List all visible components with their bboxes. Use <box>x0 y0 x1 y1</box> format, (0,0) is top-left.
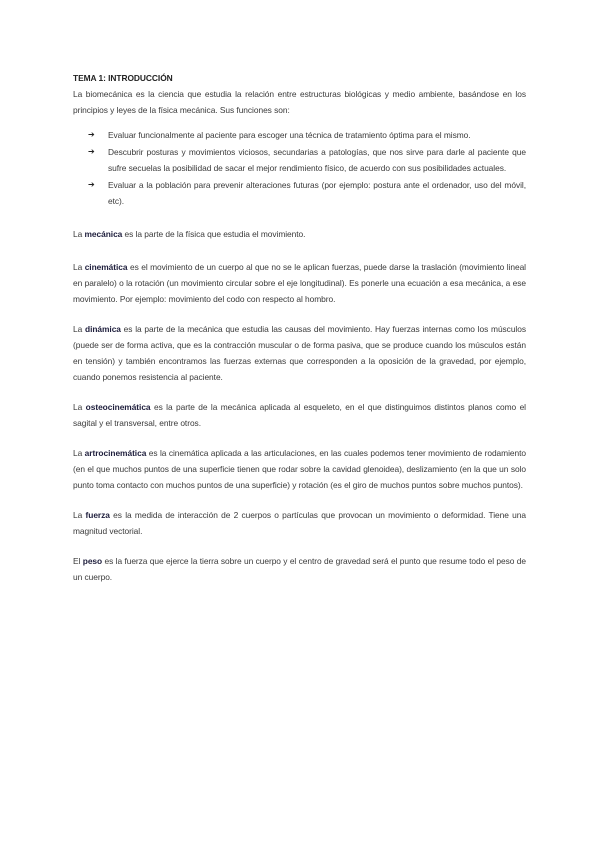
list-item-text: Evaluar a la población para prevenir alteraciones futuras (por ejemplo: postura ante el ordenador, uso del móvil, etc). <box>108 180 526 206</box>
arrow-right-icon: ➔ <box>88 147 95 156</box>
definition-text: es la parte de la física que estudia el movimiento. <box>122 229 306 239</box>
definition-lead: La <box>73 402 86 412</box>
list-item <box>88 177 526 209</box>
arrow-right-icon: ➔ <box>88 180 95 189</box>
definition-text: es la fuerza que ejerce la tierra sobre un cuerpo y el centro de gravedad será el punto que resume todo el peso de un cuerpo. <box>73 556 527 582</box>
document-page <box>73 70 526 585</box>
definition-term: osteocinemática <box>85 402 151 412</box>
definition-text: es la parte de la mecánica aplicada al esqueleto, en el que distinguimos distintos planos como el sagital y el transversal, entre otros. <box>73 402 526 428</box>
definition-paragraph <box>73 321 526 385</box>
definition-lead: La <box>73 510 86 520</box>
definition-text: es la cinemática aplicada a las articulaciones, en las cuales podemos tener movimiento de rodamiento (en el que muchos puntos de una superficie tienen que rodar sobre la cavidad glenoidea), deslizamiento (en la que un solo punto toma contacto con muchos puntos de una superficie) y rotación (es el giro de muchos puntos sobre muchos puntos). <box>73 448 526 490</box>
functions-list <box>73 127 526 209</box>
definition-lead: La <box>73 229 85 239</box>
list-item <box>88 127 526 143</box>
definition-text: es la medida de interacción de 2 cuerpos o partículas que provocan un movimiento o deformidad. Tiene una magnitud vectorial. <box>73 510 526 536</box>
list-item <box>88 144 526 176</box>
definition-paragraph <box>73 507 526 539</box>
definition-term: fuerza <box>85 510 110 520</box>
list-item-text: Descubrir posturas y movimientos viciosos, secundarias a patologías, que nos sirve para darle al paciente que sufre secuelas la posibilidad de sacar el mejor rendimiento físico, de acuerdo con sus posibilidades actuales. <box>108 147 526 173</box>
definition-paragraph <box>73 553 526 585</box>
intro-paragraph: La biomecánica es la ciencia que estudia la relación entre estructuras biológicas y medio ambiente, basándose en los principios y leyes de la física mecánica. Sus funciones son: <box>73 89 526 115</box>
document-title: TEMA 1: INTRODUCCIÓN <box>73 73 173 83</box>
definition-term: peso <box>82 556 103 566</box>
definition-paragraph <box>73 259 526 307</box>
definition-lead: El <box>73 556 83 566</box>
definition-term: artrocinemática <box>84 448 147 458</box>
definition-paragraph <box>73 399 526 431</box>
definition-text: es el movimiento de un cuerpo al que no se le aplican fuerzas, puede darse la traslación (movimiento lineal en paralelo) o la rotación (un movimiento circular sobre el eje longitudinal). Es ponerle una ecuación a esa mecánica, a ese movimiento. Por ejemplo: movimiento del codo con respecto al hombro. <box>73 262 526 304</box>
definition-lead: La <box>73 448 85 458</box>
definition-text: es la parte de la mecánica que estudia las causas del movimiento. Hay fuerzas internas como los músculos (puede ser de forma activa, que es la contracción muscular o de forma pasiva, que se produce cuando los músculos están en tensión) y también encontramos las fuerzas externas que corresponden a la oposición de la gravedad, por ejemplo, cuando ponemos resistencia al paciente. <box>73 324 526 382</box>
definition-term: mecánica <box>84 229 123 239</box>
definition-paragraph <box>73 445 526 493</box>
definition-lead: La <box>73 262 85 272</box>
definition-term: cinemática <box>84 262 128 272</box>
arrow-right-icon: ➔ <box>88 130 95 139</box>
list-item-text: Evaluar funcionalmente al paciente para escoger una técnica de tratamiento óptima para el mismo. <box>108 130 471 140</box>
definition-paragraph <box>73 226 526 242</box>
definition-term: dinámica <box>85 324 121 334</box>
definition-lead: La <box>73 324 85 334</box>
